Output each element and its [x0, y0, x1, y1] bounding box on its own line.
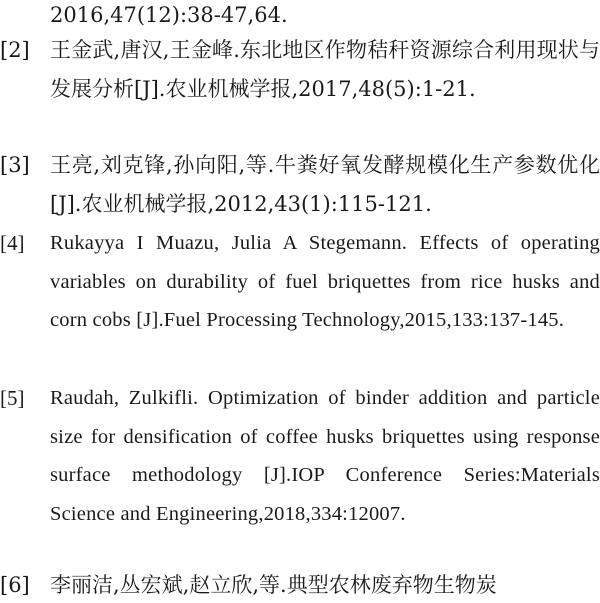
reference-text: Raudah, Zulkifli. Optimization of binder addition and particle size for densification of coffee husks briquettes using response surface methodology [J].IOP Conference Series:Materials Science and Engineering,2018,334:12007.	[50, 387, 600, 525]
reference-number: [6]	[0, 573, 30, 597]
reference-number: [3]	[0, 153, 30, 177]
reference-text: 王金武,唐汉,王金峰.东北地区作物秸秆资源综合利用现状与发展分析[J].农业机械学报,2017,48(5):1-21.	[50, 38, 600, 101]
reference-text: 李丽洁,丛宏斌,赵立欣,等.典型农林废弃物生物炭	[50, 573, 497, 597]
reference-number: [2]	[0, 38, 30, 62]
reference-text: 王亮,刘克锋,孙向阳,等.牛粪好氧发酵规模化生产参数优化[J].农业机械学报,2012,43(1):115-121.	[50, 153, 600, 216]
reference-number: [4]	[0, 231, 25, 255]
reference-number: [5]	[0, 386, 25, 410]
reference-continuation: 2016,47(12):38-47,64.	[50, 3, 288, 27]
reference-text: Rukayya I Muazu, Julia A Stegemann. Effects of operating variables on durability of fuel briquettes from rice husks and corn cobs [J].Fuel Processing Technology,2015,133:137-145.	[50, 232, 600, 331]
